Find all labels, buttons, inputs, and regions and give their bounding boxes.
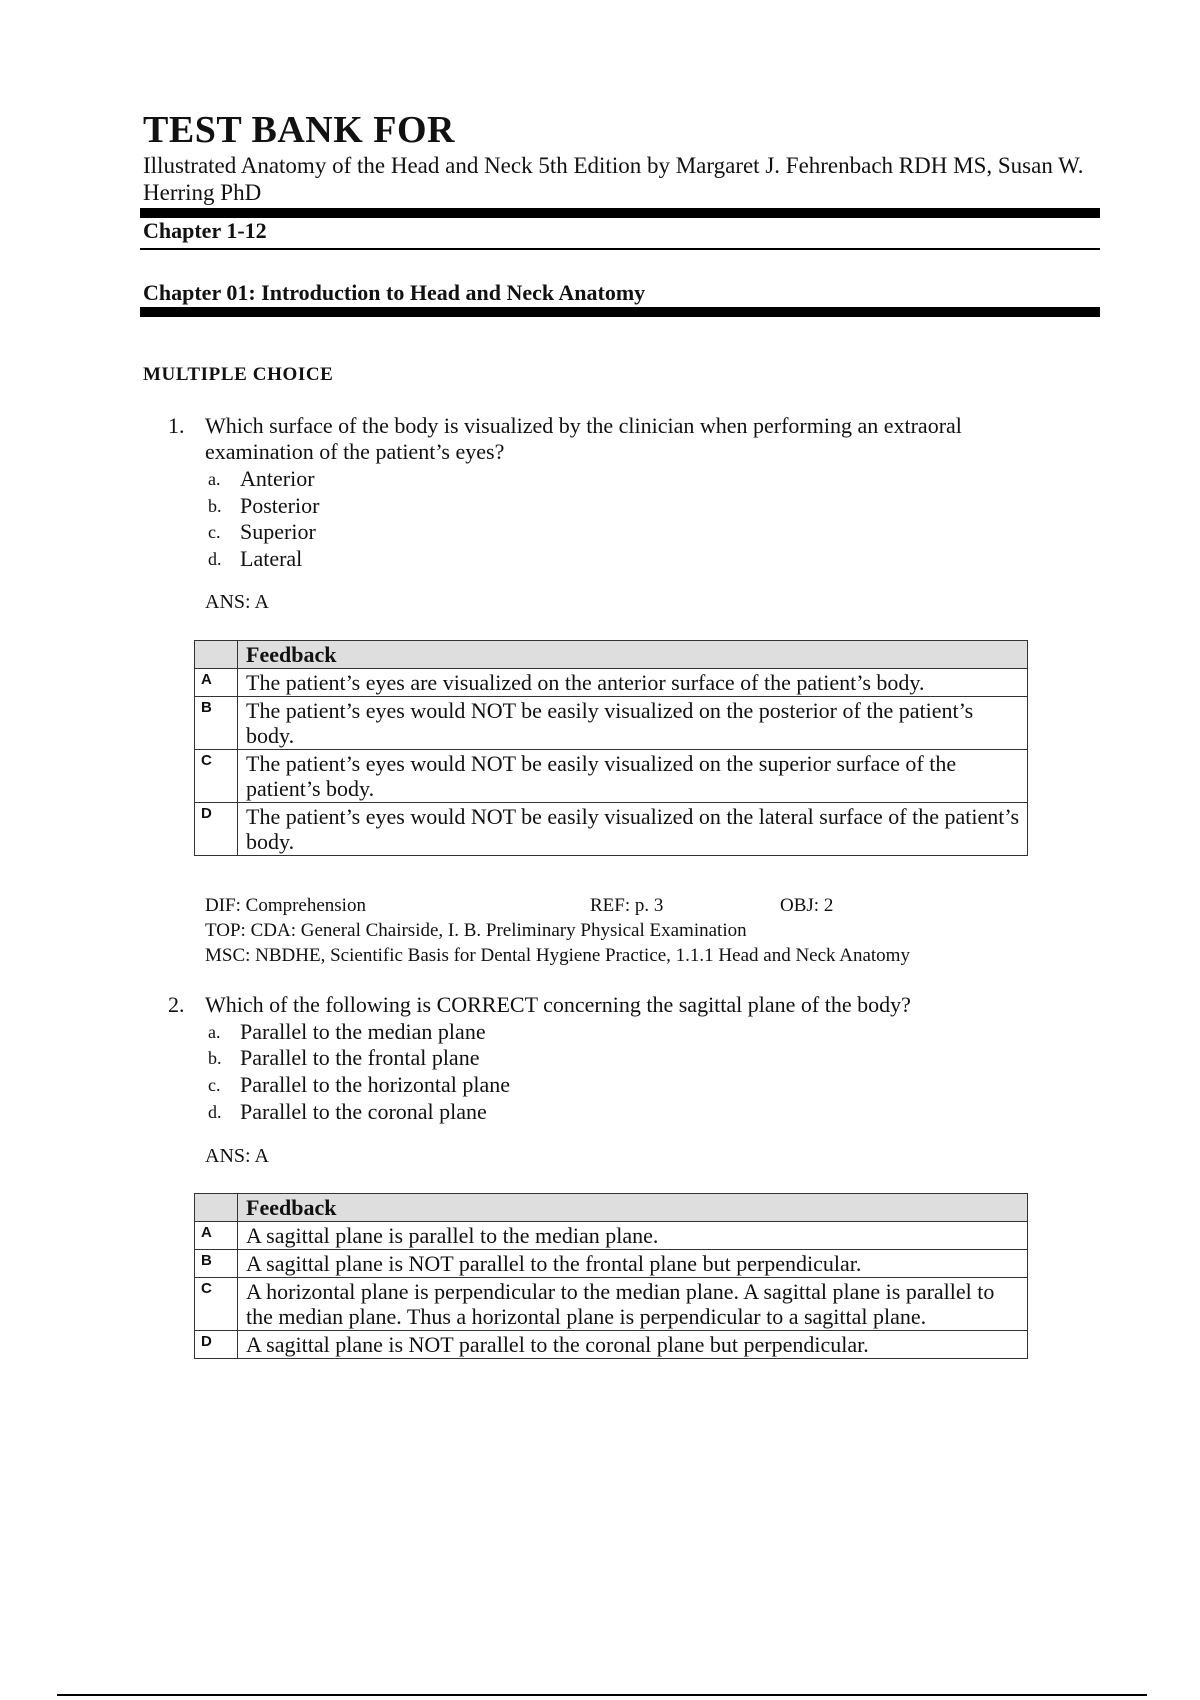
answer-label: ANS: A (205, 1145, 269, 1167)
feedback-key: A (195, 669, 238, 697)
feedback-text: The patient’s eyes are visualized on the anterior surface of the patient’s body. (238, 669, 1028, 697)
feedback-key: C (195, 750, 238, 803)
option-letter: a. (208, 1022, 221, 1042)
question-text: Which surface of the body is visualized by the clinician when performing an extraoral examination of the patient’s eyes? (205, 413, 962, 464)
question-text: Which of the following is CORRECT concerning the sagittal plane of the body? (205, 992, 911, 1017)
option-text: Posterior (240, 493, 320, 518)
question-number: 1. (168, 413, 185, 438)
section-heading: MULTIPLE CHOICE (143, 364, 334, 385)
feedback-key: B (195, 1250, 238, 1278)
feedback-text: A sagittal plane is parallel to the median plane. (238, 1222, 1028, 1250)
feedback-text: The patient’s eyes would NOT be easily visualized on the posterior of the patient’s body. (238, 697, 1028, 750)
option-letter: a. (208, 469, 221, 489)
option-letter: b. (208, 496, 222, 516)
feedback-key-header (195, 641, 238, 669)
feedback-text: The patient’s eyes would NOT be easily visualized on the lateral surface of the patient’s body. (238, 803, 1028, 856)
feedback-key: C (195, 1278, 238, 1331)
feedback-row (195, 1250, 1028, 1278)
option-text: Superior (240, 519, 316, 544)
feedback-header: Feedback (238, 641, 1028, 669)
feedback-table (194, 1193, 1028, 1359)
book-subtitle: Illustrated Anatomy of the Head and Neck 5th Edition by Margaret J. Fehrenbach RDH MS, Susan W. Herring PhD (143, 153, 1084, 205)
option-letter: c. (208, 1075, 221, 1095)
feedback-row (195, 1331, 1028, 1359)
option-text: Parallel to the coronal plane (240, 1099, 487, 1124)
option-text: Parallel to the median plane (240, 1019, 486, 1044)
feedback-row (195, 1222, 1028, 1250)
feedback-key: A (195, 1222, 238, 1250)
option-text: Parallel to the horizontal plane (240, 1072, 511, 1097)
header-divider-thick (140, 208, 1100, 218)
difficulty: DIF: Comprehension (205, 895, 366, 916)
feedback-key: D (195, 1331, 238, 1359)
feedback-key-header (195, 1194, 238, 1222)
feedback-row (195, 750, 1028, 803)
answer-label: ANS: A (205, 591, 269, 613)
option-letter: b. (208, 1048, 222, 1068)
feedback-text: The patient’s eyes would NOT be easily visualized on the superior surface of the patient’s body. (238, 750, 1028, 803)
option-letter: d. (208, 549, 222, 569)
msc: MSC: NBDHE, Scientific Basis for Dental Hygiene Practice, 1.1.1 Head and Neck Anatomy (205, 945, 910, 966)
feedback-table (194, 640, 1028, 856)
document-title: TEST BANK FOR (143, 109, 455, 151)
footer-rule (57, 1694, 1147, 1696)
feedback-row (195, 1278, 1028, 1331)
question-number: 2. (168, 992, 185, 1017)
feedback-text: A horizontal plane is perpendicular to the median plane. A sagittal plane is parallel to the median plane. Thus a horizontal plane is perpendicular to a sagittal plane. (238, 1278, 1028, 1331)
option-text: Parallel to the frontal plane (240, 1045, 480, 1070)
option-text: Anterior (240, 466, 315, 491)
feedback-text: A sagittal plane is NOT parallel to the coronal plane but perpendicular. (238, 1331, 1028, 1359)
chapter-divider (140, 307, 1100, 317)
feedback-row (195, 697, 1028, 750)
option-letter: d. (208, 1102, 222, 1122)
chapter-range: Chapter 1-12 (143, 218, 267, 243)
feedback-row (195, 669, 1028, 697)
feedback-key: D (195, 803, 238, 856)
topic: TOP: CDA: General Chairside, I. B. Preliminary Physical Examination (205, 920, 747, 941)
feedback-key: B (195, 697, 238, 750)
objective: OBJ: 2 (780, 895, 834, 916)
chapter-title: Chapter 01: Introduction to Head and Neck Anatomy (143, 280, 646, 305)
option-text: Lateral (240, 546, 303, 571)
feedback-row (195, 803, 1028, 856)
reference: REF: p. 3 (590, 895, 664, 916)
header-divider-thin (140, 248, 1100, 250)
feedback-text: A sagittal plane is NOT parallel to the frontal plane but perpendicular. (238, 1250, 1028, 1278)
option-letter: c. (208, 522, 221, 542)
feedback-header: Feedback (238, 1194, 1028, 1222)
